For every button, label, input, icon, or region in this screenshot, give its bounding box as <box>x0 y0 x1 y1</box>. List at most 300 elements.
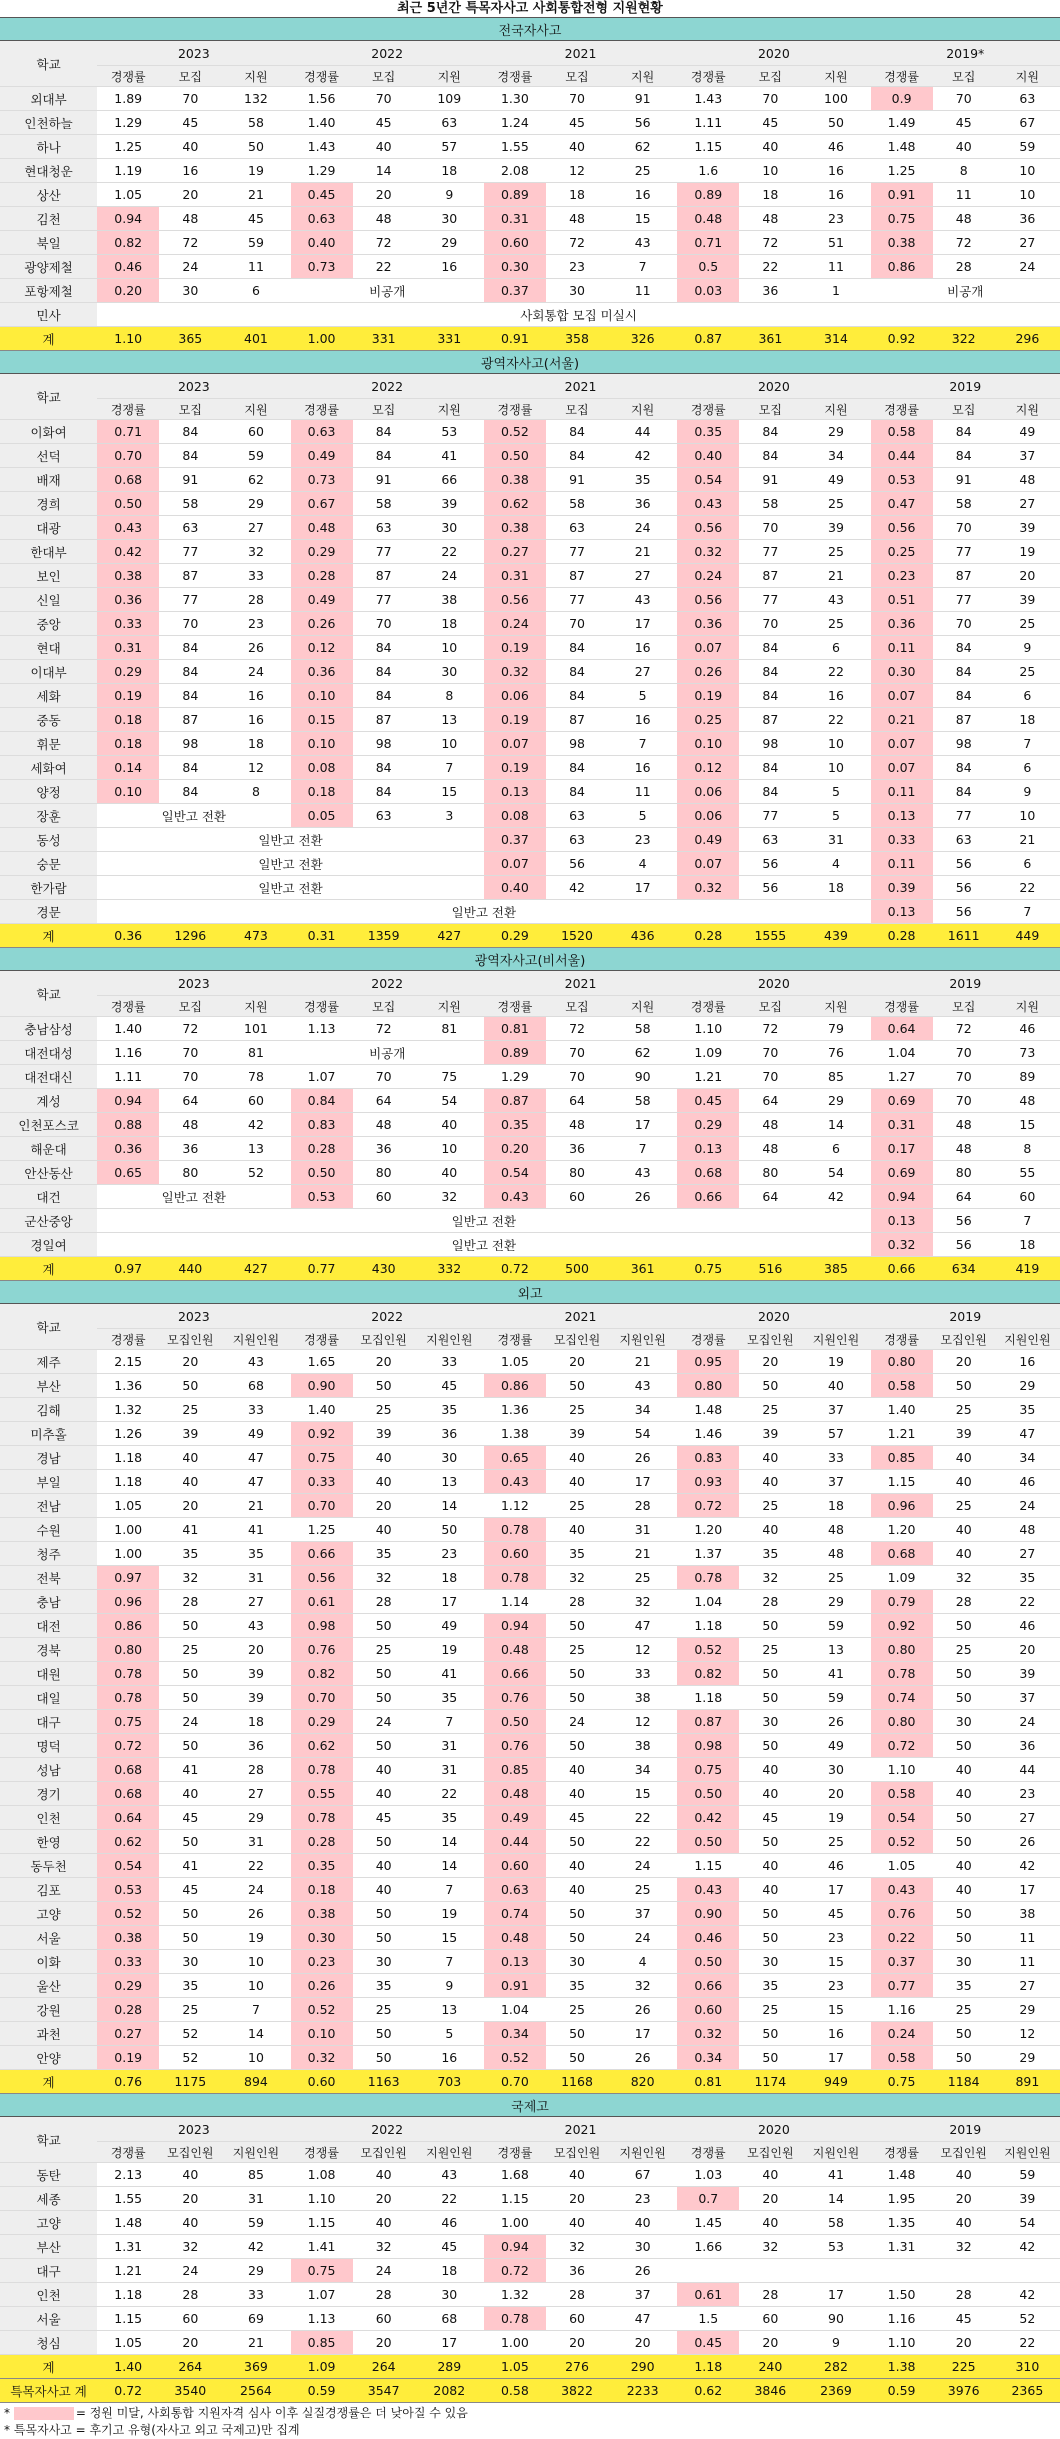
table-cell: 0.52 <box>291 1998 353 2022</box>
year-header: 2019 <box>871 2117 1060 2142</box>
subtotal-cell: 310 <box>995 2355 1060 2379</box>
table-cell: 0.31 <box>484 207 546 231</box>
table-cell: 0.61 <box>291 1590 353 1614</box>
table-cell: 0.52 <box>871 1830 933 1854</box>
table-cell: 25 <box>739 1998 801 2022</box>
table-cell: 0.96 <box>97 1590 159 1614</box>
school-name: 대구 <box>0 1710 97 1734</box>
table-cell: 40 <box>739 1758 801 1782</box>
table-cell: 6 <box>221 279 290 303</box>
grand-total-cell: 3547 <box>353 2379 415 2403</box>
table-cell: 0.78 <box>484 2307 546 2331</box>
table-cell: 20 <box>546 2331 608 2355</box>
table-cell: 39 <box>739 1422 801 1446</box>
table-cell: 70 <box>159 612 221 636</box>
table-cell: 50 <box>546 2046 608 2070</box>
table-cell: 0.78 <box>677 1566 739 1590</box>
table-cell: 0.50 <box>484 444 546 468</box>
grand-total-label: 특목자사고 계 <box>0 2379 97 2403</box>
table-cell: 35 <box>415 1806 484 1830</box>
table-cell: 36 <box>415 1422 484 1446</box>
table-cell <box>995 2259 1060 2283</box>
column-header: 모집 <box>546 399 608 420</box>
table-cell: 1.18 <box>97 1446 159 1470</box>
table-cell: 0.75 <box>97 1710 159 1734</box>
table-cell: 77 <box>933 540 995 564</box>
table-cell: 56 <box>933 852 995 876</box>
table-cell: 48 <box>546 207 608 231</box>
table-cell: 1.15 <box>677 135 739 159</box>
table-cell: 84 <box>739 684 801 708</box>
table-cell: 50 <box>739 2046 801 2070</box>
table-cell: 50 <box>739 1662 801 1686</box>
column-header: 지원 <box>995 399 1060 420</box>
table-cell: 80 <box>353 1161 415 1185</box>
table-cell: 20 <box>933 1350 995 1374</box>
table-cell: 77 <box>353 540 415 564</box>
table-row <box>0 1233 1060 1257</box>
table-cell: 1.50 <box>871 2283 933 2307</box>
table-cell: 0.63 <box>291 207 353 231</box>
table-cell: 28 <box>546 1590 608 1614</box>
table-cell: 1.09 <box>871 1566 933 1590</box>
table-cell: 59 <box>221 444 290 468</box>
merged-note-cell: 비공개 <box>871 279 1060 303</box>
table-cell: 64 <box>546 1089 608 1113</box>
column-header: 경쟁률 <box>291 66 353 87</box>
column-header: 경쟁률 <box>291 1329 353 1350</box>
table-cell: 0.92 <box>291 1422 353 1446</box>
table-cell: 36 <box>546 2259 608 2283</box>
table-cell: 47 <box>608 2307 677 2331</box>
section-header <box>0 1281 1060 1304</box>
table-cell: 84 <box>739 780 801 804</box>
table-cell: 0.33 <box>871 828 933 852</box>
table-cell: 70 <box>353 87 415 111</box>
table-cell: 1.65 <box>291 1350 353 1374</box>
table-cell: 0.95 <box>677 1350 739 1374</box>
school-name: 서울 <box>0 2307 97 2331</box>
table-cell: 0.13 <box>484 1950 546 1974</box>
table-cell: 0.61 <box>677 2283 739 2307</box>
column-header: 경쟁률 <box>484 1329 546 1350</box>
table-cell: 64 <box>353 1089 415 1113</box>
table-cell: 0.06 <box>677 804 739 828</box>
table-cell: 0.49 <box>484 1806 546 1830</box>
table-cell: 21 <box>801 564 870 588</box>
table-cell: 0.21 <box>871 708 933 732</box>
column-header: 지원 <box>801 996 870 1017</box>
table-cell: 14 <box>415 1830 484 1854</box>
table-cell: 20 <box>608 2331 677 2355</box>
table-cell: 1.21 <box>871 1422 933 1446</box>
table-cell: 0.42 <box>677 1806 739 1830</box>
table-cell: 24 <box>353 1710 415 1734</box>
table-cell: 1.43 <box>291 135 353 159</box>
table-cell: 0.43 <box>677 1878 739 1902</box>
table-cell: 0.36 <box>97 1137 159 1161</box>
table-cell: 45 <box>221 207 290 231</box>
table-cell: 54 <box>801 1161 870 1185</box>
table-cell: 47 <box>221 1446 290 1470</box>
table-cell: 54 <box>608 1422 677 1446</box>
table-cell: 0.55 <box>291 1782 353 1806</box>
column-header: 경쟁률 <box>97 996 159 1017</box>
school-name: 현대청운 <box>0 159 97 183</box>
table-cell <box>739 2259 801 2283</box>
table-cell: 60 <box>546 1185 608 1209</box>
table-cell: 0.35 <box>677 420 739 444</box>
table-cell: 47 <box>608 1614 677 1638</box>
school-header: 학교 <box>0 971 97 1017</box>
table-cell: 5 <box>801 780 870 804</box>
table-cell: 50 <box>739 1686 801 1710</box>
table-cell: 0.35 <box>291 1854 353 1878</box>
subtotal-cell: 314 <box>801 327 870 351</box>
column-header: 지원인원 <box>608 1329 677 1350</box>
column-header: 지원 <box>221 399 290 420</box>
undercapacity-legend-swatch <box>14 2407 74 2420</box>
column-header: 지원인원 <box>415 1329 484 1350</box>
table-cell: 1.15 <box>677 1854 739 1878</box>
table-cell: 25 <box>995 612 1060 636</box>
table-cell: 15 <box>415 780 484 804</box>
school-name: 하나 <box>0 135 97 159</box>
table-cell <box>677 2259 739 2283</box>
table-cell: 63 <box>353 804 415 828</box>
table-cell: 0.23 <box>291 1950 353 1974</box>
table-cell: 20 <box>353 1350 415 1374</box>
subtotal-cell: 369 <box>221 2355 290 2379</box>
table-cell: 98 <box>159 732 221 756</box>
table-cell: 35 <box>739 1542 801 1566</box>
table-cell: 1.41 <box>291 2235 353 2259</box>
table-cell: 50 <box>546 2022 608 2046</box>
table-cell: 50 <box>546 1374 608 1398</box>
table-cell: 84 <box>546 780 608 804</box>
table-cell: 0.74 <box>484 1902 546 1926</box>
table-row <box>0 111 1060 135</box>
table-cell: 0.86 <box>97 1614 159 1638</box>
school-name: 김포 <box>0 1878 97 1902</box>
table-cell: 19 <box>221 1926 290 1950</box>
table-cell: 49 <box>801 468 870 492</box>
table-cell: 50 <box>546 1734 608 1758</box>
table-cell: 28 <box>608 1494 677 1518</box>
table-cell: 0.76 <box>484 1686 546 1710</box>
table-row <box>0 1017 1060 1041</box>
table-cell: 0.62 <box>97 1830 159 1854</box>
school-name: 울산 <box>0 1974 97 1998</box>
table-cell: 0.43 <box>871 1878 933 1902</box>
table-cell: 76 <box>801 1041 870 1065</box>
school-name: 중동 <box>0 708 97 732</box>
table-cell: 47 <box>995 1422 1060 1446</box>
table-cell: 36 <box>159 1137 221 1161</box>
subtotal-cell: 401 <box>221 327 290 351</box>
table-cell: 1.20 <box>871 1518 933 1542</box>
subtotal-cell: 1.40 <box>97 2355 159 2379</box>
table-cell: 39 <box>353 1422 415 1446</box>
table-cell: 25 <box>159 1638 221 1662</box>
table-cell: 20 <box>995 564 1060 588</box>
subtotal-label: 계 <box>0 327 97 351</box>
table-cell: 0.14 <box>97 756 159 780</box>
table-cell: 30 <box>546 1950 608 1974</box>
table-cell: 0.20 <box>484 1137 546 1161</box>
table-cell: 60 <box>546 2307 608 2331</box>
table-cell: 0.82 <box>291 1662 353 1686</box>
table-cell: 58 <box>608 1089 677 1113</box>
table-cell: 50 <box>415 1518 484 1542</box>
table-cell: 0.82 <box>97 231 159 255</box>
table-cell: 56 <box>739 876 801 900</box>
school-name: 서울 <box>0 1926 97 1950</box>
table-cell: 87 <box>546 564 608 588</box>
table-cell: 77 <box>546 588 608 612</box>
table-cell: 1.05 <box>97 183 159 207</box>
table-cell: 50 <box>159 1614 221 1638</box>
column-header-row <box>0 399 1060 420</box>
school-name: 안양 <box>0 2046 97 2070</box>
table-cell: 32 <box>933 1566 995 1590</box>
table-cell: 1.18 <box>677 1686 739 1710</box>
table-cell: 0.29 <box>677 1113 739 1137</box>
table-cell: 9 <box>995 780 1060 804</box>
table-cell: 0.87 <box>677 1710 739 1734</box>
table-cell: 0.7 <box>677 2187 739 2211</box>
table-cell: 16 <box>221 708 290 732</box>
school-name: 고양 <box>0 2211 97 2235</box>
table-cell: 11 <box>221 255 290 279</box>
table-cell: 0.54 <box>97 1854 159 1878</box>
table-cell: 31 <box>608 1518 677 1542</box>
table-row <box>0 612 1060 636</box>
table-cell: 20 <box>221 1638 290 1662</box>
table-cell: 49 <box>995 420 1060 444</box>
subtotal-cell: 0.29 <box>484 924 546 948</box>
table-row <box>0 1878 1060 1902</box>
table-cell: 43 <box>608 1161 677 1185</box>
column-header: 경쟁률 <box>677 399 739 420</box>
table-cell: 0.22 <box>871 1926 933 1950</box>
school-name: 상산 <box>0 183 97 207</box>
table-cell: 7 <box>608 1137 677 1161</box>
grand-total-cell: 0.59 <box>871 2379 933 2403</box>
table-cell: 52 <box>221 1161 290 1185</box>
subtotal-cell: 0.81 <box>677 2070 739 2094</box>
table-cell: 42 <box>995 2283 1060 2307</box>
subtotal-cell: 0.87 <box>677 327 739 351</box>
table-cell: 0.98 <box>677 1734 739 1758</box>
table-cell: 50 <box>353 1926 415 1950</box>
table-cell: 1.29 <box>484 1065 546 1089</box>
table-cell: 30 <box>415 516 484 540</box>
table-cell: 0.38 <box>291 1902 353 1926</box>
column-header: 모집 <box>933 996 995 1017</box>
merged-note-cell: 일반고 전환 <box>97 1185 290 1209</box>
table-cell: 31 <box>415 1734 484 1758</box>
table-cell: 43 <box>221 1350 290 1374</box>
table-cell: 70 <box>159 1065 221 1089</box>
column-header: 경쟁률 <box>97 2142 159 2163</box>
table-cell: 0.50 <box>677 1782 739 1806</box>
table-cell: 4 <box>801 852 870 876</box>
table-cell: 40 <box>546 1854 608 1878</box>
school-name: 보인 <box>0 564 97 588</box>
table-cell: 0.29 <box>291 540 353 564</box>
table-cell: 0.84 <box>291 1089 353 1113</box>
table-cell: 48 <box>353 207 415 231</box>
table-cell: 1.89 <box>97 87 159 111</box>
table-cell: 87 <box>353 564 415 588</box>
school-name: 세종 <box>0 2187 97 2211</box>
table-cell: 77 <box>739 804 801 828</box>
school-name: 인천포스코 <box>0 1113 97 1137</box>
table-cell: 8 <box>933 159 995 183</box>
table-cell: 25 <box>739 1638 801 1662</box>
table-cell: 50 <box>546 1614 608 1638</box>
table-cell: 0.87 <box>484 1089 546 1113</box>
table-cell: 36 <box>995 1734 1060 1758</box>
year-header-row <box>0 41 1060 66</box>
table-cell: 25 <box>933 1494 995 1518</box>
table-cell: 43 <box>801 588 870 612</box>
table-cell: 7 <box>995 1209 1060 1233</box>
table-cell: 50 <box>159 1902 221 1926</box>
table-cell: 0.60 <box>484 231 546 255</box>
table-cell: 84 <box>159 420 221 444</box>
table-cell: 0.78 <box>484 1518 546 1542</box>
table-cell: 52 <box>995 2307 1060 2331</box>
subtotal-row <box>0 2070 1060 2094</box>
school-name: 신일 <box>0 588 97 612</box>
school-name: 김해 <box>0 1398 97 1422</box>
table-cell: 30 <box>353 1950 415 1974</box>
table-cell: 1.00 <box>97 1518 159 1542</box>
table-cell: 50 <box>353 1734 415 1758</box>
table-cell: 70 <box>546 1041 608 1065</box>
table-cell: 0.80 <box>871 1710 933 1734</box>
table-cell: 0.48 <box>677 207 739 231</box>
column-header: 경쟁률 <box>871 1329 933 1350</box>
column-header: 지원인원 <box>608 2142 677 2163</box>
table-cell: 0.19 <box>484 636 546 660</box>
section-title: 외고 <box>0 1281 1060 1304</box>
table-row <box>0 1350 1060 1374</box>
table-cell: 40 <box>739 1446 801 1470</box>
table-cell: 48 <box>933 1113 995 1137</box>
table-cell: 1.6 <box>677 159 739 183</box>
year-header: 2023 <box>97 2117 290 2142</box>
table-cell: 73 <box>995 1041 1060 1065</box>
column-header: 모집인원 <box>739 1329 801 1350</box>
subtotal-cell: 634 <box>933 1257 995 1281</box>
table-cell: 28 <box>739 1590 801 1614</box>
table-cell: 23 <box>995 1782 1060 1806</box>
table-cell: 0.37 <box>484 828 546 852</box>
table-cell: 0.05 <box>291 804 353 828</box>
school-name: 포항제철 <box>0 279 97 303</box>
table-row <box>0 1542 1060 1566</box>
table-row <box>0 1185 1060 1209</box>
table-cell: 45 <box>546 1806 608 1830</box>
table-cell: 50 <box>933 1926 995 1950</box>
table-cell: 26 <box>608 2259 677 2283</box>
subtotal-cell: 891 <box>995 2070 1060 2094</box>
table-cell: 109 <box>415 87 484 111</box>
table-cell: 40 <box>739 2211 801 2235</box>
table-cell: 0.82 <box>677 1662 739 1686</box>
table-cell: 1.5 <box>677 2307 739 2331</box>
table-cell: 0.07 <box>484 732 546 756</box>
table-cell: 0.66 <box>677 1185 739 1209</box>
table-cell: 1.36 <box>97 1374 159 1398</box>
subtotal-cell: 365 <box>159 327 221 351</box>
table-cell: 1.56 <box>291 87 353 111</box>
table-cell: 45 <box>159 1806 221 1830</box>
table-cell: 0.18 <box>291 780 353 804</box>
table-cell: 29 <box>221 492 290 516</box>
table-cell: 70 <box>546 612 608 636</box>
subtotal-cell: 0.28 <box>677 924 739 948</box>
table-cell: 1.40 <box>291 1398 353 1422</box>
column-header: 모집인원 <box>159 2142 221 2163</box>
table-cell: 35 <box>353 1542 415 1566</box>
table-cell: 26 <box>608 1185 677 1209</box>
table-cell: 14 <box>221 2022 290 2046</box>
table-cell: 1.10 <box>871 2331 933 2355</box>
table-cell: 18 <box>221 732 290 756</box>
table-cell: 0.13 <box>484 780 546 804</box>
table-cell: 22 <box>608 1830 677 1854</box>
table-cell: 28 <box>353 2283 415 2307</box>
column-header: 모집 <box>159 399 221 420</box>
table-cell: 0.60 <box>484 1542 546 1566</box>
school-name: 부산 <box>0 2235 97 2259</box>
table-cell: 0.36 <box>291 660 353 684</box>
table-cell: 55 <box>995 1161 1060 1185</box>
table-cell: 30 <box>159 279 221 303</box>
table-cell: 0.13 <box>871 804 933 828</box>
subtotal-cell: 331 <box>415 327 484 351</box>
column-header: 지원인원 <box>995 2142 1060 2163</box>
table-cell: 25 <box>995 660 1060 684</box>
column-header: 지원 <box>995 996 1060 1017</box>
table-cell: 1.19 <box>97 159 159 183</box>
table-cell: 0.68 <box>97 1782 159 1806</box>
table-cell: 18 <box>415 159 484 183</box>
table-cell: 50 <box>159 1830 221 1854</box>
school-name: 광양제철 <box>0 255 97 279</box>
table-cell: 0.28 <box>291 1137 353 1161</box>
subtotal-label: 계 <box>0 924 97 948</box>
table-cell: 0.11 <box>871 636 933 660</box>
table-cell: 9 <box>415 183 484 207</box>
table-cell: 49 <box>221 1422 290 1446</box>
table-cell: 58 <box>546 492 608 516</box>
table-cell: 0.76 <box>484 1734 546 1758</box>
table-cell: 25 <box>353 1998 415 2022</box>
table-cell: 45 <box>159 1878 221 1902</box>
table-cell: 34 <box>608 1398 677 1422</box>
school-name: 경북 <box>0 1638 97 1662</box>
table-row <box>0 2307 1060 2331</box>
year-header: 2020 <box>677 41 870 66</box>
subtotal-cell: 290 <box>608 2355 677 2379</box>
school-header: 학교 <box>0 1304 97 1350</box>
school-name: 미추홀 <box>0 1422 97 1446</box>
